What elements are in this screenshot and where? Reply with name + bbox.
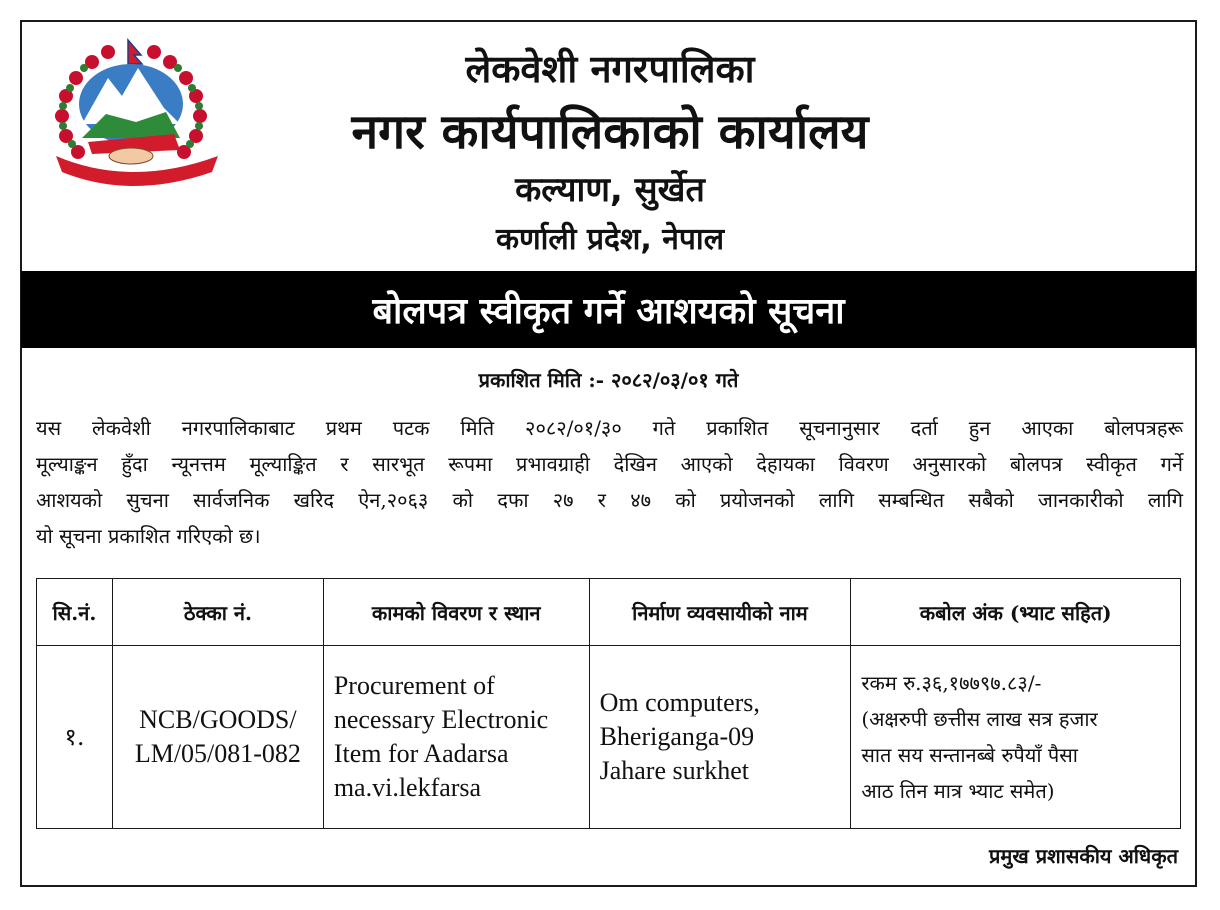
column-header: कामको विवरण र स्थान xyxy=(323,579,589,646)
table-row xyxy=(37,646,1181,829)
column-header: निर्माण व्यवसायीको नाम xyxy=(589,579,851,646)
amount-line: आठ तिन मात्र भ्याट समेत) xyxy=(861,779,1055,803)
amount-line: (अक्षरुपी छत्तीस लाख सत्र हजार xyxy=(861,707,1098,731)
notice-title: बोलपत्र स्वीकृत गर्ने आशयको सूचना xyxy=(372,290,845,332)
work-description-cell xyxy=(323,646,589,829)
contract-number-cell xyxy=(112,646,323,829)
amount-line: रकम रु.३६,१७७९७.८३/- xyxy=(861,671,1042,695)
contractor-line: Bheriganga-09 xyxy=(599,722,755,751)
bid-table xyxy=(36,578,1181,829)
body-line: मूल्याङ्कन हुँदा न्यूनत्तम मूल्याङ्कित र सारभूत रूपमा प्रभावग्राही देखिन आएको देहायका विवरण अनुसारको बोलपत्र स्वीकृत गर्ने xyxy=(36,452,1183,476)
amount-line: सात सय सन्तानब्बे रुपैयाँ पैसा xyxy=(861,743,1078,767)
signatory-title: प्रमुख प्रशासकीय अधिकृत xyxy=(989,844,1178,868)
description-line: Procurement of xyxy=(333,671,495,700)
municipality-name: लेकवेशी नगरपालिका xyxy=(465,47,755,91)
published-date: प्रकाशित मिति :- २०८२/०३/०१ गते xyxy=(478,368,739,392)
table-header-row xyxy=(37,579,1181,646)
contractor-line: Jahare surkhet xyxy=(599,756,750,785)
contractor-cell xyxy=(589,646,851,829)
notice-body xyxy=(36,410,1183,554)
contract-number-line: NCB/GOODS/ xyxy=(139,705,297,734)
body-line: आशयको सुचना सार्वजनिक खरिद ऐन,२०६३ को दफा २७ र ४७ को प्रयोजनको लागि सम्बन्धित सबैको जानकारीको लागि xyxy=(36,488,1183,512)
serial-number: १. xyxy=(64,723,85,751)
column-header: कबोल अंक (भ्याट सहित) xyxy=(851,579,1181,646)
column-header: ठेक्का नं. xyxy=(112,579,323,646)
description-line: Item for Aadarsa xyxy=(333,739,509,768)
contract-number-line: LM/05/081-082 xyxy=(134,739,301,768)
column-header: सि.नं. xyxy=(37,579,113,646)
province-country: कर्णाली प्रदेश, नेपाल xyxy=(495,222,725,257)
description-line: necessary Electronic xyxy=(333,705,549,734)
office-name: नगर कार्यपालिकाको कार्यालय xyxy=(351,104,869,160)
body-line: यस लेकवेशी नगरपालिकाबाट प्रथम पटक मिति २०८२/०१/३० गते प्रकाशित सूचनानुसार दर्ता हुन आएका बोलपत्रहरू xyxy=(36,416,1183,440)
bid-amount-cell xyxy=(851,646,1181,829)
contractor-line: Om computers, xyxy=(599,688,760,717)
body-line: यो सूचना प्रकाशित गरिएको छ। xyxy=(36,524,261,548)
description-line: ma.vi.lekfarsa xyxy=(333,773,482,802)
notice-title-banner xyxy=(21,271,1196,348)
nepal-government-emblem-icon xyxy=(46,38,228,188)
office-location: कल्याण, सुर्खेत xyxy=(515,170,705,210)
serial-number-cell xyxy=(37,646,113,829)
